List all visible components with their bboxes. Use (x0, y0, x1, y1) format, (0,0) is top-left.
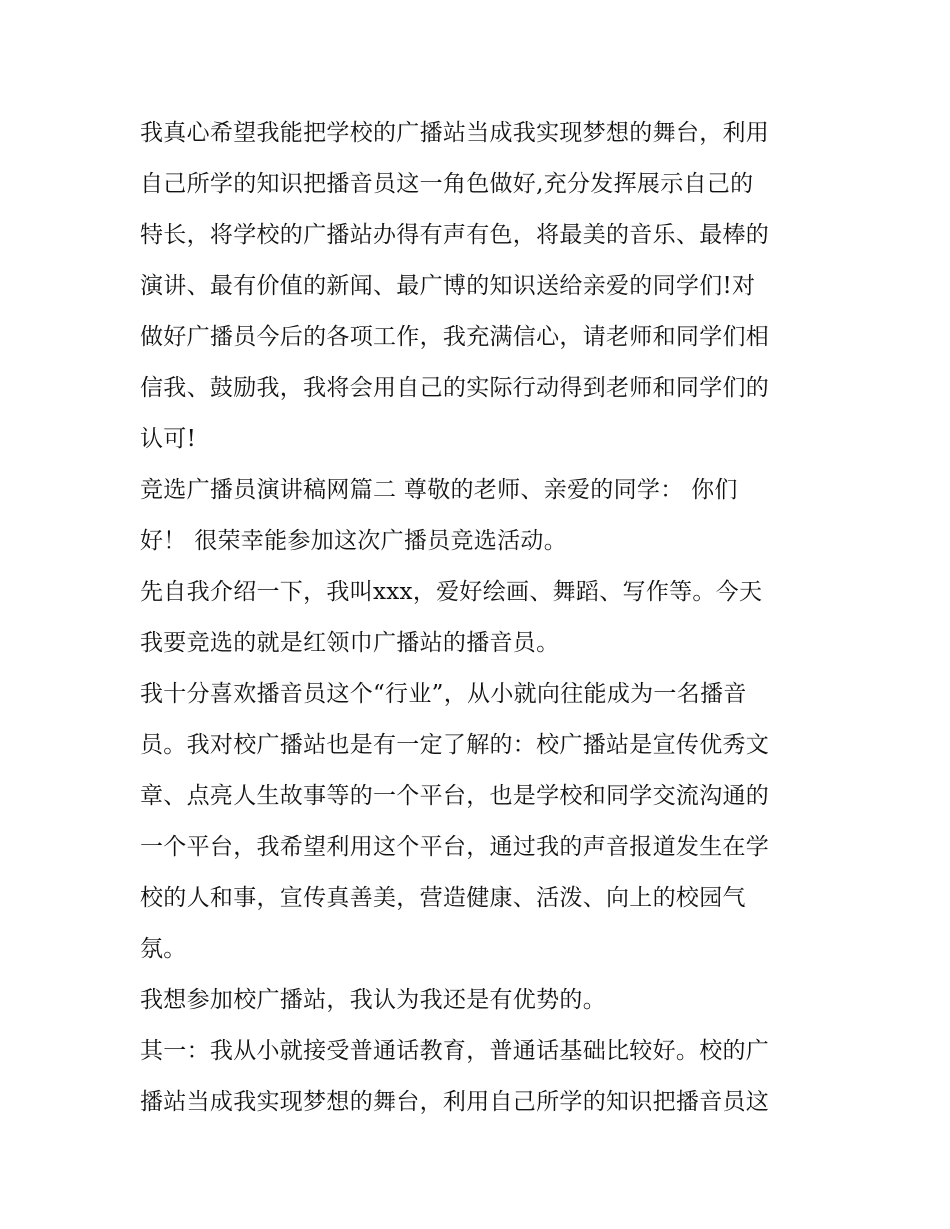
document-body (140, 108, 820, 1128)
text-line: 其一：我从小就接受普通话教育，普通话基础比较好。校的广 (140, 1038, 770, 1064)
text-line: 信我、鼓励我，我将会用自己的实际行动得到老师和同学们的 (140, 375, 770, 401)
text-line: 一个平台，我希望利用这个平台，通过我的声音报道发生在学 (140, 834, 770, 860)
text-line: 先自我介绍一下，我叫xxx，爱好绘画、舞蹈、写作等。今天 (140, 579, 763, 605)
text-line: 演讲、最有价值的新闻、最广博的知识送给亲爱的同学们!对 (140, 273, 756, 299)
text-line: 做好广播员今后的各项工作，我充满信心，请老师和同学们相 (140, 324, 770, 350)
text-line: 特长，将学校的广播站办得有声有色，将最美的音乐、最棒的 (140, 222, 770, 248)
text-line: 我真心希望我能把学校的广播站当成我实现梦想的舞台，利用 (140, 120, 770, 146)
text-line: 员。我对校广播站也是有一定了解的：校广播站是宣传优秀文 (140, 732, 770, 758)
text-line: 章、点亮人生故事等的一个平台，也是学校和同学交流沟通的 (140, 783, 770, 809)
text-line: 认可! (140, 426, 197, 452)
text-line: 我十分喜欢播音员这个“行业”，从小就向往能成为一名播音 (140, 681, 747, 707)
text-line: 我要竞选的就是红领巾广播站的播音员。 (140, 630, 560, 656)
text-line: 竞选广播员演讲稿网篇二 尊敬的老师、亲爱的同学： 你们 (140, 477, 738, 503)
text-line: 好！ 很荣幸能参加这次广播员竞选活动。 (140, 528, 568, 554)
text-line: 校的人和事，宣传真善美，营造健康、活泼、向上的校园气 (140, 885, 746, 911)
text-line: 氛。 (140, 936, 187, 962)
text-line: 播站当成我实现梦想的舞台，利用自己所学的知识把播音员这 (140, 1089, 770, 1115)
text-line: 自己所学的知识把播音员这一角色做好,充分发挥展示自己的 (140, 171, 754, 197)
text-line: 我想参加校广播站，我认为我还是有优势的。 (140, 987, 606, 1013)
